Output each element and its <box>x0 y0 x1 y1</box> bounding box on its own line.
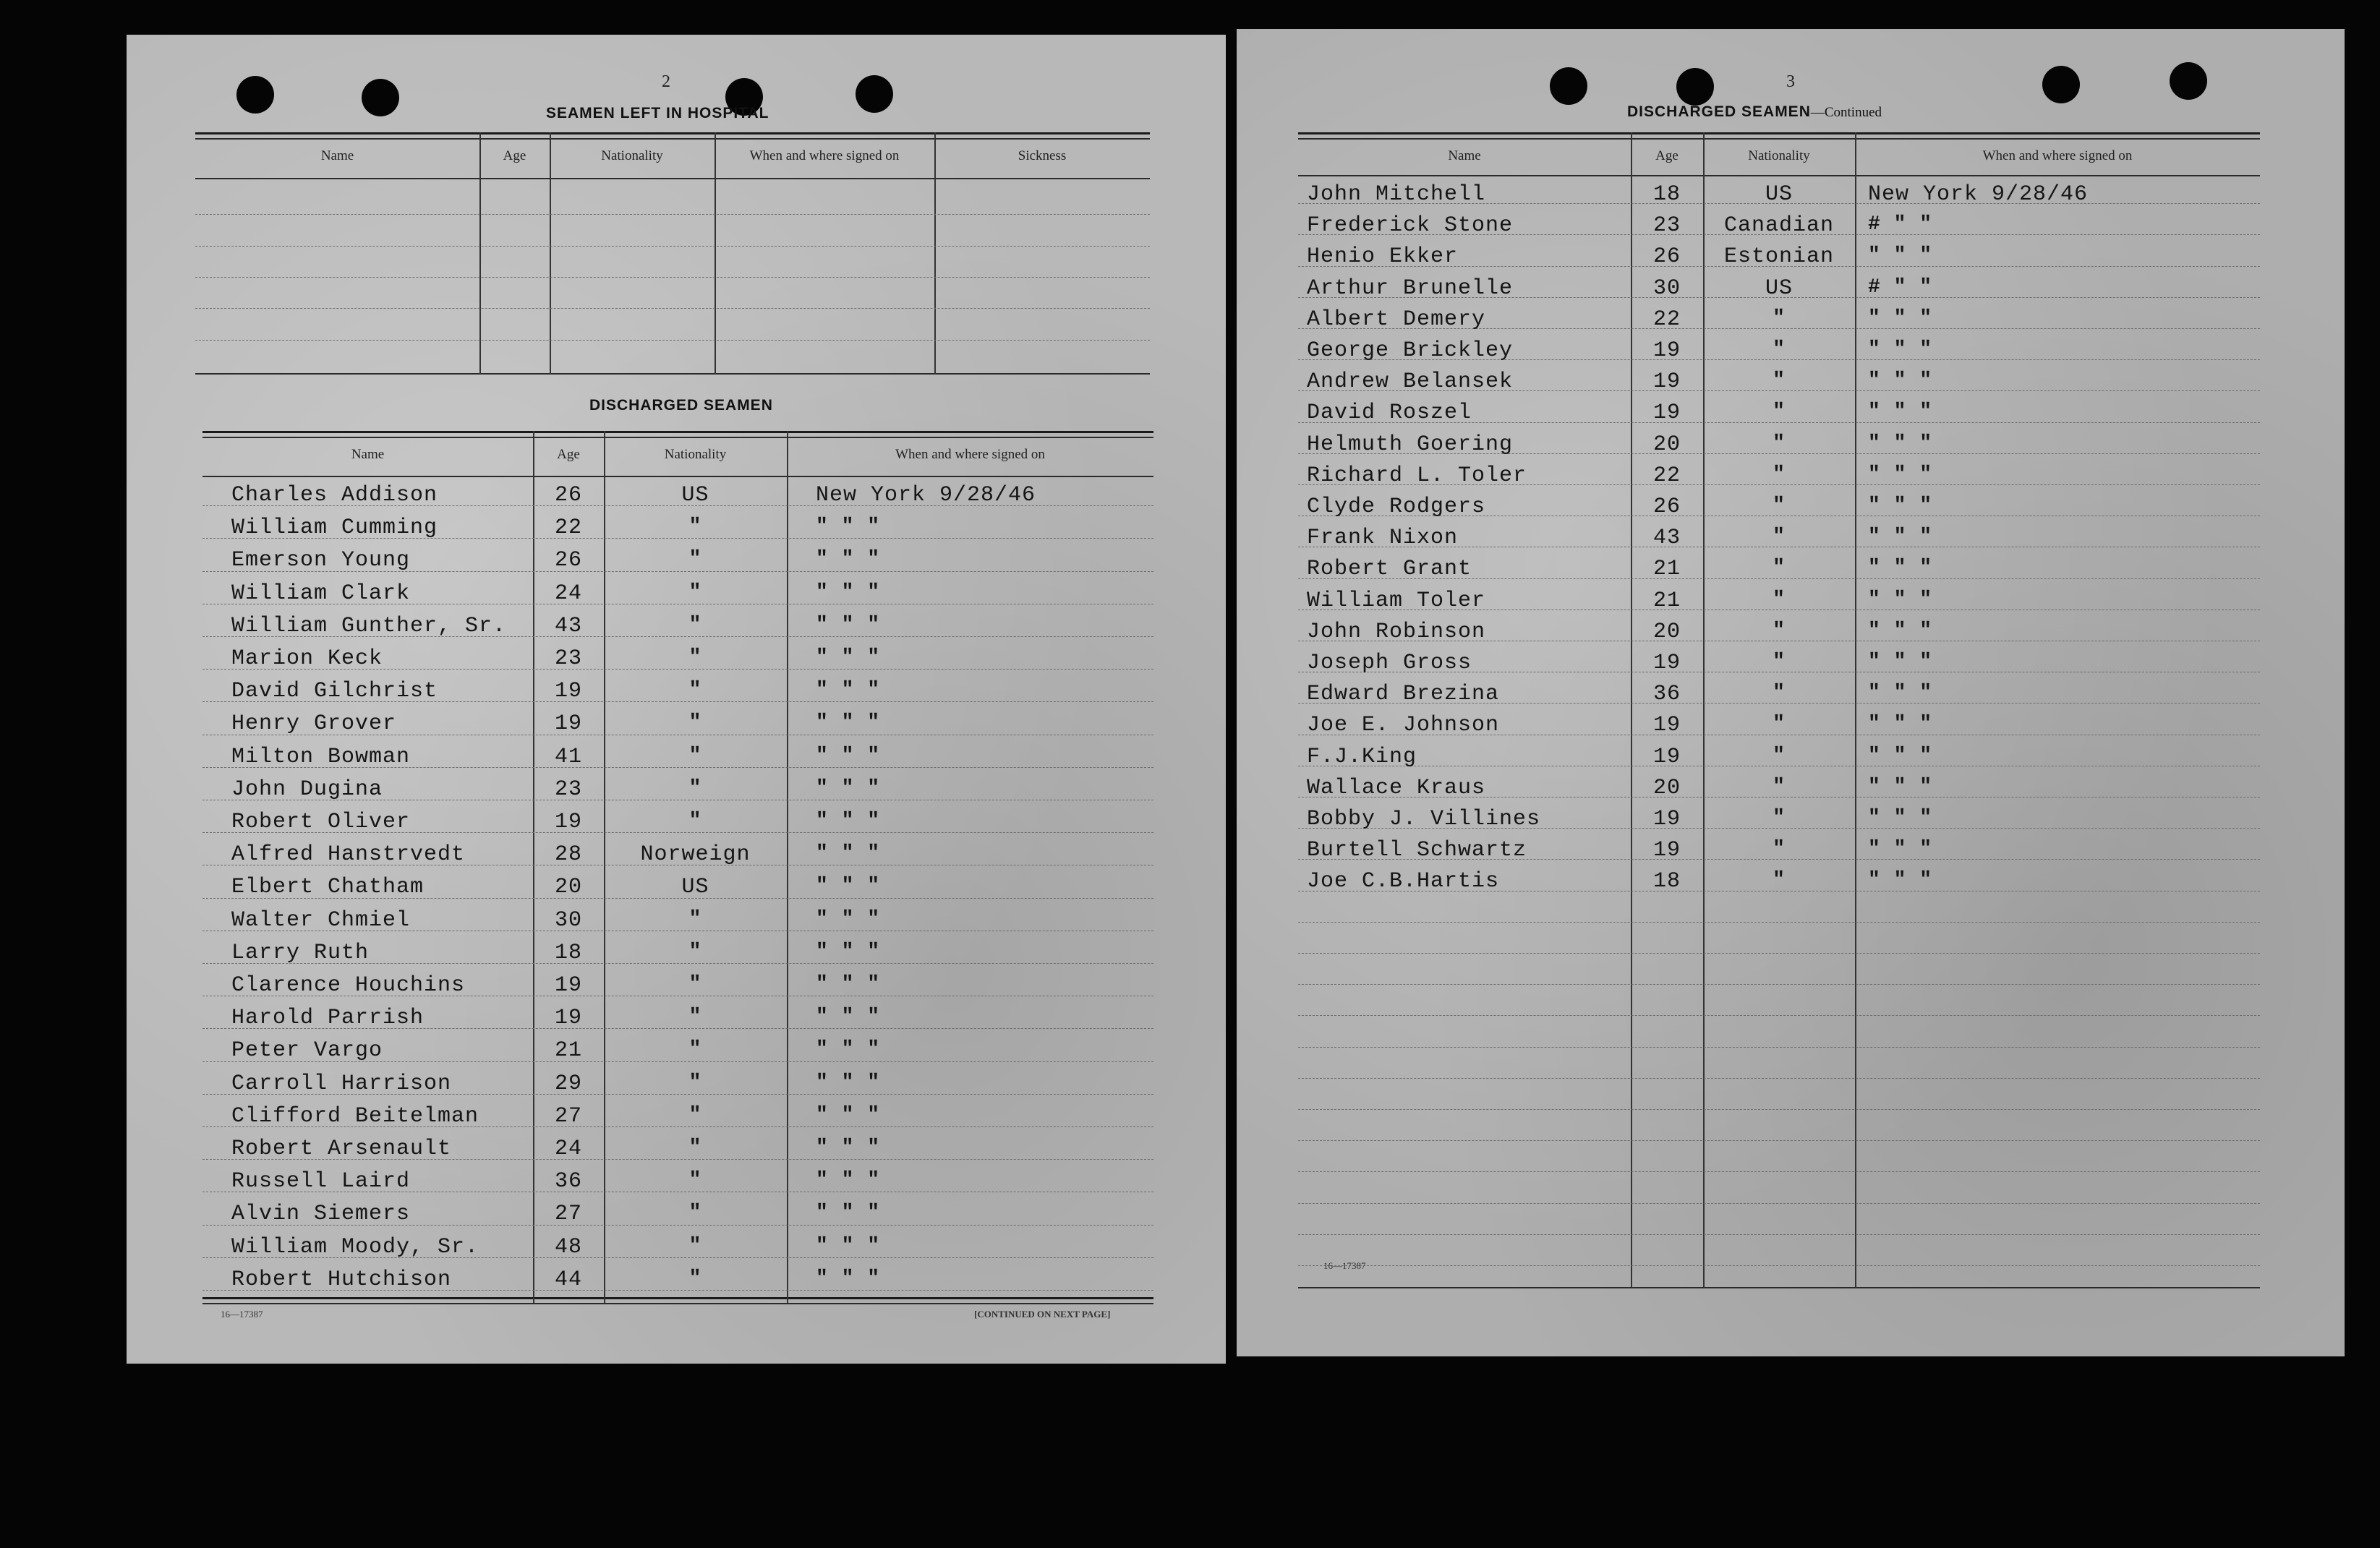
discharged-section-title: DISCHARGED SEAMEN <box>589 397 773 414</box>
hospital-section-title: SEAMEN LEFT IN HOSPITAL <box>546 105 769 121</box>
seaman-signed-on: " " " <box>816 1202 881 1225</box>
seaman-age: 20 <box>554 875 582 900</box>
page-number: 2 <box>662 72 670 91</box>
seaman-name: Wallace Kraus <box>1307 775 1486 800</box>
seaman-age: 19 <box>554 679 582 704</box>
seaman-signed-on: " " " <box>816 1103 881 1126</box>
seaman-nationality: " <box>1773 401 1786 424</box>
seaman-name: Joseph Gross <box>1307 651 1472 675</box>
seaman-age: 19 <box>1652 651 1681 675</box>
seaman-name: Arthur Brunelle <box>1307 275 1514 301</box>
col-header-nationality: Nationality <box>601 148 663 163</box>
seaman-nationality: US <box>1765 275 1793 301</box>
seaman-name: William Gunther, Sr. <box>231 613 507 638</box>
seaman-age: 20 <box>1652 619 1681 644</box>
seaman-nationality: " <box>688 679 702 702</box>
seaman-name: Joe C.B.Hartis <box>1307 869 1500 894</box>
seaman-signed-on: " " " <box>1868 307 1933 330</box>
seaman-name: Joe E. Johnson <box>1307 713 1500 738</box>
seaman-signed-on: " " " <box>816 842 881 865</box>
seaman-name: Frederick Stone <box>1307 213 1514 239</box>
seaman-name: Clyde Rodgers <box>1307 495 1486 519</box>
seaman-signed-on: " " " <box>1868 838 1933 861</box>
seaman-nationality: " <box>1773 807 1786 829</box>
page-number: 3 <box>1786 72 1795 91</box>
seaman-name: William Cumming <box>231 516 438 541</box>
col-header-signed-on: When and where signed on <box>895 447 1045 462</box>
seaman-signed-on: " " " <box>1868 526 1933 549</box>
discharged-continued-title <box>1627 103 1882 121</box>
seaman-signed-on: " " " <box>816 777 881 800</box>
seaman-signed-on: New York 9/28/46 <box>1868 182 2089 207</box>
seaman-signed-on: " " " <box>816 1169 881 1192</box>
seaman-age: 36 <box>1652 682 1681 707</box>
seaman-age: 30 <box>554 907 582 933</box>
seaman-name: F.J.King <box>1307 744 1417 769</box>
col-header-sickness: Sickness <box>1018 148 1067 163</box>
seaman-signed-on: " " " <box>816 1267 881 1290</box>
title-suffix: —Continued <box>1810 105 1882 120</box>
seaman-signed-on: " " " <box>816 1006 881 1029</box>
seaman-name: Robert Hutchison <box>231 1267 452 1292</box>
seaman-age: 21 <box>1652 557 1681 582</box>
col-header-signed-on: When and where signed on <box>1982 148 2133 163</box>
seaman-name: David Roszel <box>1307 401 1472 426</box>
seaman-nationality: " <box>1773 463 1786 486</box>
seaman-name: Henio Ekker <box>1307 244 1459 270</box>
seaman-age: 19 <box>554 810 582 834</box>
seaman-age: 27 <box>554 1103 582 1129</box>
seaman-nationality: " <box>688 1038 702 1061</box>
seaman-signed-on: " " " <box>1868 557 1933 580</box>
seaman-signed-on: " " " <box>1868 619 1933 642</box>
seaman-nationality: " <box>688 1267 702 1290</box>
seaman-nationality: " <box>688 907 702 931</box>
seaman-name: Elbert Chatham <box>231 875 425 900</box>
punch-hole <box>362 79 399 116</box>
form-number: 16—17387 <box>1323 1260 1366 1271</box>
seaman-nationality: " <box>1773 588 1786 611</box>
seaman-nationality: " <box>688 973 702 996</box>
seaman-signed-on: " " " <box>816 973 881 996</box>
seaman-signed-on: " " " <box>816 1234 881 1257</box>
punch-hole <box>236 76 274 114</box>
punch-hole <box>2170 62 2207 100</box>
seaman-signed-on: " " " <box>1868 651 1933 673</box>
seaman-name: Clarence Houchins <box>231 973 466 998</box>
seaman-signed-on: " " " <box>1868 869 1933 892</box>
col-header-age: Age <box>557 447 580 462</box>
seaman-age: 23 <box>1652 213 1681 239</box>
seaman-signed-on: " " " <box>816 711 881 735</box>
seaman-age: 26 <box>1652 495 1681 519</box>
seaman-signed-on: " " " <box>1868 588 1933 611</box>
seaman-age: 19 <box>1652 838 1681 863</box>
seaman-name: David Gilchrist <box>231 679 438 704</box>
seaman-age: 43 <box>1652 526 1681 551</box>
seaman-age: 19 <box>554 711 582 737</box>
seaman-nationality: " <box>688 810 702 832</box>
title-main: DISCHARGED SEAMEN <box>1627 103 1811 120</box>
seaman-signed-on: " " " <box>816 1071 881 1094</box>
seaman-name: Harold Parrish <box>231 1006 425 1031</box>
seaman-signed-on: New York 9/28/46 <box>816 483 1036 508</box>
seaman-age: 20 <box>1652 775 1681 800</box>
seaman-age: 18 <box>1652 182 1681 207</box>
seaman-age: 18 <box>1652 869 1681 894</box>
seaman-name: Russell Laird <box>231 1169 411 1194</box>
seaman-name: Frank Nixon <box>1307 526 1459 551</box>
seaman-age: 26 <box>1652 244 1681 270</box>
seaman-name: Marion Keck <box>231 646 383 671</box>
discharged-continued-table <box>1298 132 2260 1287</box>
col-header-name: Name <box>1448 148 1481 163</box>
seaman-signed-on: " " " <box>816 516 881 539</box>
seaman-age: 41 <box>554 744 582 769</box>
seaman-nationality: US <box>681 483 709 508</box>
col-header-nationality: Nationality <box>664 447 727 462</box>
seaman-age: 23 <box>554 646 582 671</box>
seaman-age: 19 <box>1652 713 1681 738</box>
seaman-nationality: " <box>1773 619 1786 642</box>
col-header-age: Age <box>1655 148 1679 163</box>
seaman-age: 19 <box>1652 744 1681 769</box>
seaman-name: Robert Grant <box>1307 557 1472 582</box>
seaman-nationality: " <box>1773 338 1786 361</box>
hospital-table <box>195 132 1150 375</box>
seaman-nationality: " <box>688 1071 702 1094</box>
seaman-name: Bobby J. Villines <box>1307 807 1541 831</box>
punch-hole <box>2042 66 2080 103</box>
col-header-age: Age <box>503 148 526 163</box>
seaman-nationality: " <box>688 1137 702 1159</box>
seaman-signed-on: " " " <box>816 875 881 898</box>
seaman-name: John Robinson <box>1307 619 1486 644</box>
seaman-nationality: " <box>688 1234 702 1257</box>
seaman-age: 21 <box>1652 588 1681 613</box>
seaman-name: John Mitchell <box>1307 182 1486 207</box>
seaman-age: 21 <box>554 1038 582 1064</box>
seaman-nationality: " <box>1773 744 1786 767</box>
seaman-nationality: " <box>688 516 702 539</box>
seaman-name: Clifford Beitelman <box>231 1103 479 1129</box>
seaman-signed-on: " " " <box>1868 369 1933 393</box>
seaman-name: Walter Chmiel <box>231 907 411 933</box>
seaman-signed-on: # " " <box>1868 275 1933 299</box>
seaman-age: 26 <box>554 483 582 508</box>
seaman-signed-on: " " " <box>816 613 881 636</box>
seaman-age: 30 <box>1652 275 1681 301</box>
seaman-age: 48 <box>554 1234 582 1260</box>
seaman-signed-on: " " " <box>1868 463 1933 486</box>
seaman-age: 29 <box>554 1071 582 1096</box>
seaman-nationality: " <box>1773 838 1786 861</box>
seaman-nationality: " <box>688 548 702 571</box>
col-header-signed-on: When and where signed on <box>749 148 900 163</box>
seaman-signed-on: " " " <box>1868 744 1933 767</box>
seaman-nationality: " <box>688 1169 702 1192</box>
seaman-signed-on: " " " <box>1868 495 1933 517</box>
seaman-age: 43 <box>554 613 582 638</box>
punch-hole <box>1676 68 1714 106</box>
seaman-signed-on: " " " <box>816 679 881 702</box>
form-number: 16—17387 <box>221 1309 263 1320</box>
seaman-age: 24 <box>554 581 582 606</box>
seaman-signed-on: " " " <box>816 744 881 767</box>
seaman-signed-on: " " " <box>816 646 881 669</box>
seaman-nationality: " <box>1773 775 1786 798</box>
seaman-age: 24 <box>554 1137 582 1161</box>
seaman-name: Robert Arsenault <box>231 1137 452 1161</box>
col-header-name: Name <box>351 447 385 462</box>
left-page <box>127 35 1226 1364</box>
seaman-name: Albert Demery <box>1307 307 1486 332</box>
seaman-name: Peter Vargo <box>231 1038 383 1064</box>
seaman-signed-on: " " " <box>1868 401 1933 424</box>
seaman-age: 36 <box>554 1169 582 1194</box>
seaman-signed-on: " " " <box>1868 338 1933 361</box>
seaman-signed-on: " " " <box>816 940 881 963</box>
seaman-age: 44 <box>554 1267 582 1292</box>
seaman-nationality: " <box>688 940 702 963</box>
seaman-age: 19 <box>554 973 582 998</box>
seaman-signed-on: " " " <box>816 581 881 604</box>
seaman-name: Alvin Siemers <box>231 1202 411 1227</box>
seaman-age: 19 <box>554 1006 582 1031</box>
seaman-signed-on: " " " <box>816 548 881 571</box>
seaman-age: 22 <box>554 516 582 541</box>
seaman-name: Larry Ruth <box>231 940 370 965</box>
seaman-signed-on: " " " <box>1868 775 1933 798</box>
seaman-name: Richard L. Toler <box>1307 463 1527 488</box>
seaman-name: William Clark <box>231 581 411 606</box>
seaman-name: Edward Brezina <box>1307 682 1500 707</box>
seaman-signed-on: " " " <box>816 907 881 931</box>
seaman-signed-on: " " " <box>816 810 881 832</box>
seaman-nationality: " <box>1773 432 1786 455</box>
right-page <box>1237 29 2345 1356</box>
seaman-nationality: " <box>1773 495 1786 517</box>
seaman-age: 28 <box>554 842 582 868</box>
seaman-name: Charles Addison <box>231 483 438 508</box>
seaman-age: 22 <box>1652 307 1681 332</box>
seaman-signed-on: " " " <box>1868 432 1933 455</box>
discharged-table <box>202 431 1153 1303</box>
punch-hole <box>856 75 893 113</box>
seaman-nationality: " <box>1773 307 1786 330</box>
seaman-nationality: " <box>688 1006 702 1029</box>
seaman-nationality: " <box>688 646 702 669</box>
seaman-name: William Toler <box>1307 588 1486 613</box>
seaman-age: 23 <box>554 777 582 802</box>
seaman-nationality: " <box>688 777 702 800</box>
seaman-nationality: " <box>1773 557 1786 580</box>
seaman-age: 27 <box>554 1202 582 1227</box>
seaman-name: George Brickley <box>1307 338 1514 363</box>
seaman-signed-on: " " " <box>816 1137 881 1159</box>
seaman-age: 22 <box>1652 463 1681 488</box>
seaman-age: 19 <box>1652 338 1681 363</box>
seaman-nationality: " <box>1773 369 1786 393</box>
seaman-nationality: " <box>688 581 702 604</box>
seaman-nationality: US <box>681 875 709 900</box>
seaman-nationality: " <box>688 711 702 735</box>
seaman-nationality: Estonian <box>1723 244 1835 270</box>
seaman-age: 18 <box>554 940 582 965</box>
seaman-age: 26 <box>554 548 582 573</box>
seaman-name: Helmuth Goering <box>1307 432 1514 457</box>
col-header-name: Name <box>320 148 354 163</box>
seaman-name: Emerson Young <box>231 548 411 573</box>
seaman-nationality: " <box>688 1103 702 1126</box>
seaman-nationality: " <box>1773 651 1786 673</box>
seaman-nationality: " <box>1773 713 1786 736</box>
seaman-nationality: Norweign <box>640 842 751 868</box>
seaman-nationality: " <box>688 613 702 636</box>
seaman-age: 19 <box>1652 401 1681 426</box>
seaman-age: 19 <box>1652 807 1681 831</box>
seaman-signed-on: " " " <box>1868 807 1933 829</box>
seaman-age: 20 <box>1652 432 1681 457</box>
seaman-name: Carroll Harrison <box>231 1071 452 1096</box>
seaman-name: John Dugina <box>231 777 383 802</box>
seaman-nationality: " <box>688 744 702 767</box>
seaman-name: Alfred Hanstrvedt <box>231 842 466 868</box>
seaman-name: Milton Bowman <box>231 744 411 769</box>
seaman-signed-on: " " " <box>1868 682 1933 705</box>
seaman-name: Andrew Belansek <box>1307 369 1514 395</box>
seaman-nationality: " <box>688 1202 702 1225</box>
seaman-nationality: Canadian <box>1723 213 1835 239</box>
seaman-name: Burtell Schwartz <box>1307 838 1527 863</box>
seaman-nationality: " <box>1773 869 1786 892</box>
seaman-name: William Moody, Sr. <box>231 1234 479 1260</box>
seaman-nationality: US <box>1765 182 1793 207</box>
seaman-name: Robert Oliver <box>231 810 411 834</box>
seaman-signed-on: " " " <box>1868 244 1933 268</box>
seaman-signed-on: # " " <box>1868 213 1933 236</box>
seaman-nationality: " <box>1773 682 1786 705</box>
seaman-signed-on: " " " <box>816 1038 881 1061</box>
col-header-nationality: Nationality <box>1748 148 1810 163</box>
seaman-signed-on: " " " <box>1868 713 1933 736</box>
seaman-age: 19 <box>1652 369 1681 395</box>
punch-hole <box>1550 67 1587 105</box>
seaman-nationality: " <box>1773 526 1786 549</box>
continued-note: [CONTINUED ON NEXT PAGE] <box>974 1309 1111 1320</box>
seaman-name: Henry Grover <box>231 711 397 737</box>
